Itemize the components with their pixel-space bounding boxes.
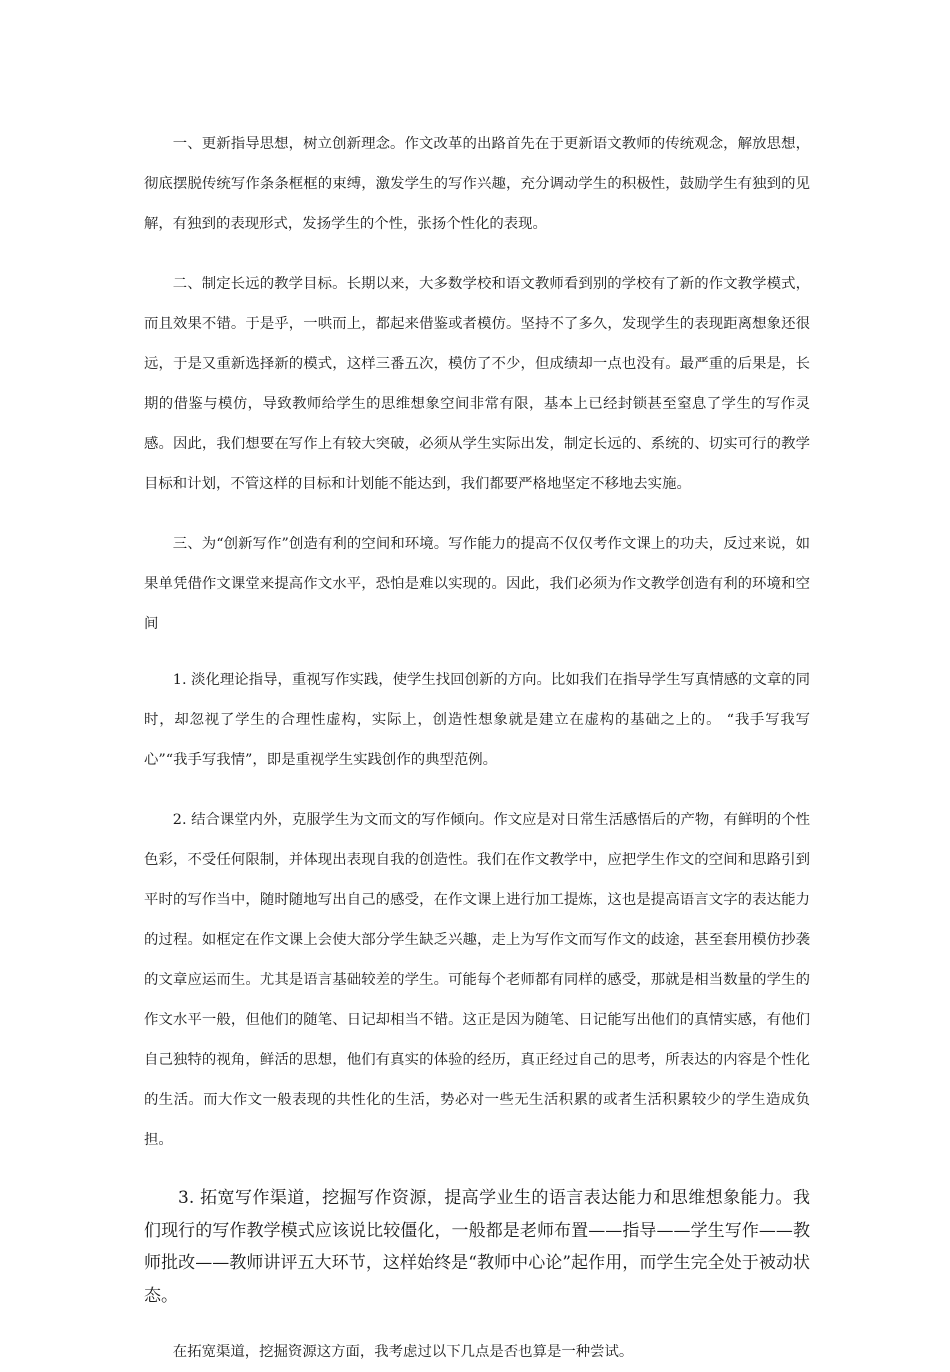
paragraph-item-3: 3. 拓宽写作渠道，挖掘写作资源，提高学业生的语言表达能力和思维想象能力。我们现行的写作教学模式应该说比较僵化，一般都是老师布置——指导——学生写作——教师批改——教师讲评五大环节，这样始终是“教师中心论”起作用，而学生完全处于被动状态。 — [144, 1188, 810, 1306]
spacer — [144, 780, 810, 800]
document-body — [144, 124, 810, 1372]
spacer — [144, 1160, 810, 1176]
paragraph-item-2: 2. 结合课堂内外，克服学生为文而文的写作倾向。作文应是对日常生活感悟后的产物，有鲜明的个性色彩，不受任何限制，并体现出表现自我的创造性。我们在作文教学中，应把学生作文的空间和思路引到平时的写作当中，随时随地写出自己的感受，在作文课上进行加工提炼，这也是提高语言文字的表达能力的过程。如框定在作文课上会使大部分学生缺乏兴趣，走上为写作文而写作文的歧途，甚至套用模仿抄袭的文章应运而生。尤其是语言基础较差的学生。可能每个老师都有同样的感受，那就是相当数量的学生的作文水平一般，但他们的随笔、日记却相当不错。这正是因为随笔、日记能写出他们的真情实感，有他们自己独特的视角，鲜活的思想，他们有真实的体验的经历，真正经过自己的思考，所表达的内容是个性化的生活。而大作文一般表现的共性化的生活，势必对一些无生活积累的或者生活积累较少的学生造成负担。 — [144, 812, 810, 1148]
spacer — [144, 244, 810, 264]
spacer — [144, 1312, 810, 1332]
paragraph-item-1: 1. 淡化理论指导，重视写作实践，使学生找回创新的方向。比如我们在指导学生写真情感的文章的同时，却忽视了学生的合理性虚构，实际上，创造性想象就是建立在虚构的基础之上的。 “我手写我写心”“我手写我情”，即是重视学生实践创作的典型范例。 — [144, 672, 810, 768]
spacer — [144, 644, 810, 660]
paragraph-2: 二、制定长远的教学目标。长期以来，大多数学校和语文教师看到别的学校有了新的作文教学模式，而且效果不错。于是乎，一哄而上，都起来借鉴或者模仿。坚持不了多久，发现学生的表现距离想象还很远，于是又重新选择新的模式，这样三番五次，模仿了不少，但成绩却一点也没有。最严重的后果是，长期的借鉴与模仿，导致教师给学生的思维想象空间非常有限，基本上已经封锁甚至窒息了学生的写作灵感。因此，我们想要在写作上有较大突破，必须从学生实际出发，制定长远的、系统的、切实可行的教学目标和计划，不管这样的目标和计划能不能达到，我们都要严格地坚定不移地去实施。 — [144, 276, 810, 492]
paragraph-closing: 在拓宽渠道，挖掘资源这方面，我考虑过以下几点是否也算是一种尝试。 — [172, 1344, 634, 1360]
paragraph-1: 一、更新指导思想，树立创新理念。作文改革的出路首先在于更新语文教师的传统观念，解放思想，彻底摆脱传统写作条条框框的束缚，激发学生的写作兴趣，充分调动学生的积极性，鼓励学生有独到的见解，有独到的表现形式，发扬学生的个性，张扬个性化的表现。 — [144, 136, 810, 232]
spacer — [144, 504, 810, 524]
paragraph-3: 三、为“创新写作”创造有利的空间和环境。写作能力的提高不仅仅考作文课上的功夫，反过来说，如果单凭借作文课堂来提高作文水平，恐怕是难以实现的。因此，我们必须为作文教学创造有利的环境和空间 — [144, 536, 810, 632]
